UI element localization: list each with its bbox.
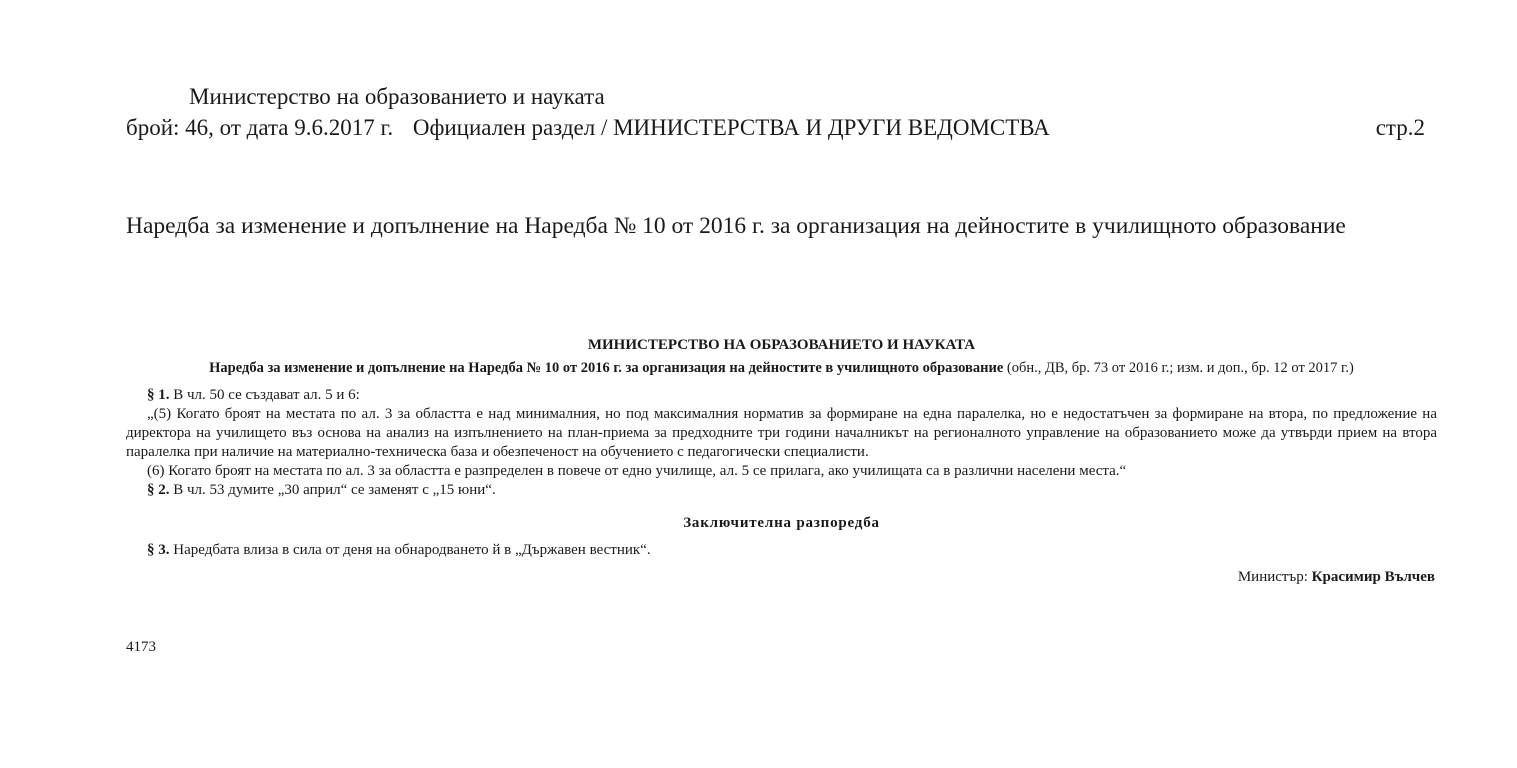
s1-text: В чл. 50 се създават ал. 5 и 6: (169, 387, 360, 403)
s3-label: § 3. (147, 542, 170, 558)
issue-info: брой: 46, от дата 9.6.2017 г. (126, 115, 394, 140)
act-title-reference: (обн., ДВ, бр. 73 от 2016 г.; изм. и доп., бр. 12 от 2017 г.) (1003, 360, 1354, 376)
minister-label: Министър: (1237, 569, 1312, 585)
page-number: стр.2 (1375, 115, 1425, 140)
paragraph-s3 (126, 541, 1437, 560)
minister-signature (126, 568, 1437, 587)
act-title-bold: Наредба за изменение и допълнение на Наредба № 10 от 2016 г. за организация на дейностите в училищното образование (209, 360, 1004, 376)
s2-label: § 2. (147, 482, 170, 498)
publication-number: 4173 (126, 639, 156, 655)
minister-name: Красимир Вълчев (1311, 569, 1435, 585)
s2-text: В чл. 53 думите „30 април“ се заменят с „15 юни“. (169, 482, 496, 498)
s3-text: Наредбата влиза в сила от деня на обнародването й в „Държавен вестник“. (169, 542, 651, 558)
header-ministry: Министерство на образованието и науката (189, 84, 605, 109)
header-issue-line (126, 115, 1064, 141)
document-title: Наредба за изменение и допълнение на Наредба № 10 от 2016 г. за организация на дейностите в училищното образование (126, 213, 1346, 239)
paragraph-s1-para6: (6) Когато броят на местата по ал. 3 за областта е разпределен в повече от едно училище, ал. 5 се прилага, ако училищата са в различни населени места.“ (147, 463, 1127, 479)
act-title (126, 359, 1437, 378)
final-provision-heading: Заключителна разпоредба (683, 515, 880, 531)
ministry-heading: МИНИСТЕРСТВО НА ОБРАЗОВАНИЕТО И НАУКАТА (587, 337, 976, 353)
paragraph-s1 (126, 386, 1437, 405)
section-name: Официален раздел / МИНИСТЕРСТВА И ДРУГИ ВЕДОМСТВА (412, 115, 1050, 140)
paragraph-s2 (126, 481, 1437, 500)
paragraph-s1-para5: „(5) Когато броят на местата по ал. 3 за областта е над минималния, но под максималния норматив за формиране на една паралелка, но е недостатъчен за формиране на втора, по предложение на директора на училището въз основа на анализ на изпълнението на план-приема за предходните три години началникът на регионалното управление на образованието може да утвърди прием на втора паралелка при наличие на материално-техническа база и обезпеченост на обучението с педагогически специалисти. (126, 406, 1437, 460)
s1-label: § 1. (147, 387, 170, 403)
gazette-text (126, 336, 1437, 587)
